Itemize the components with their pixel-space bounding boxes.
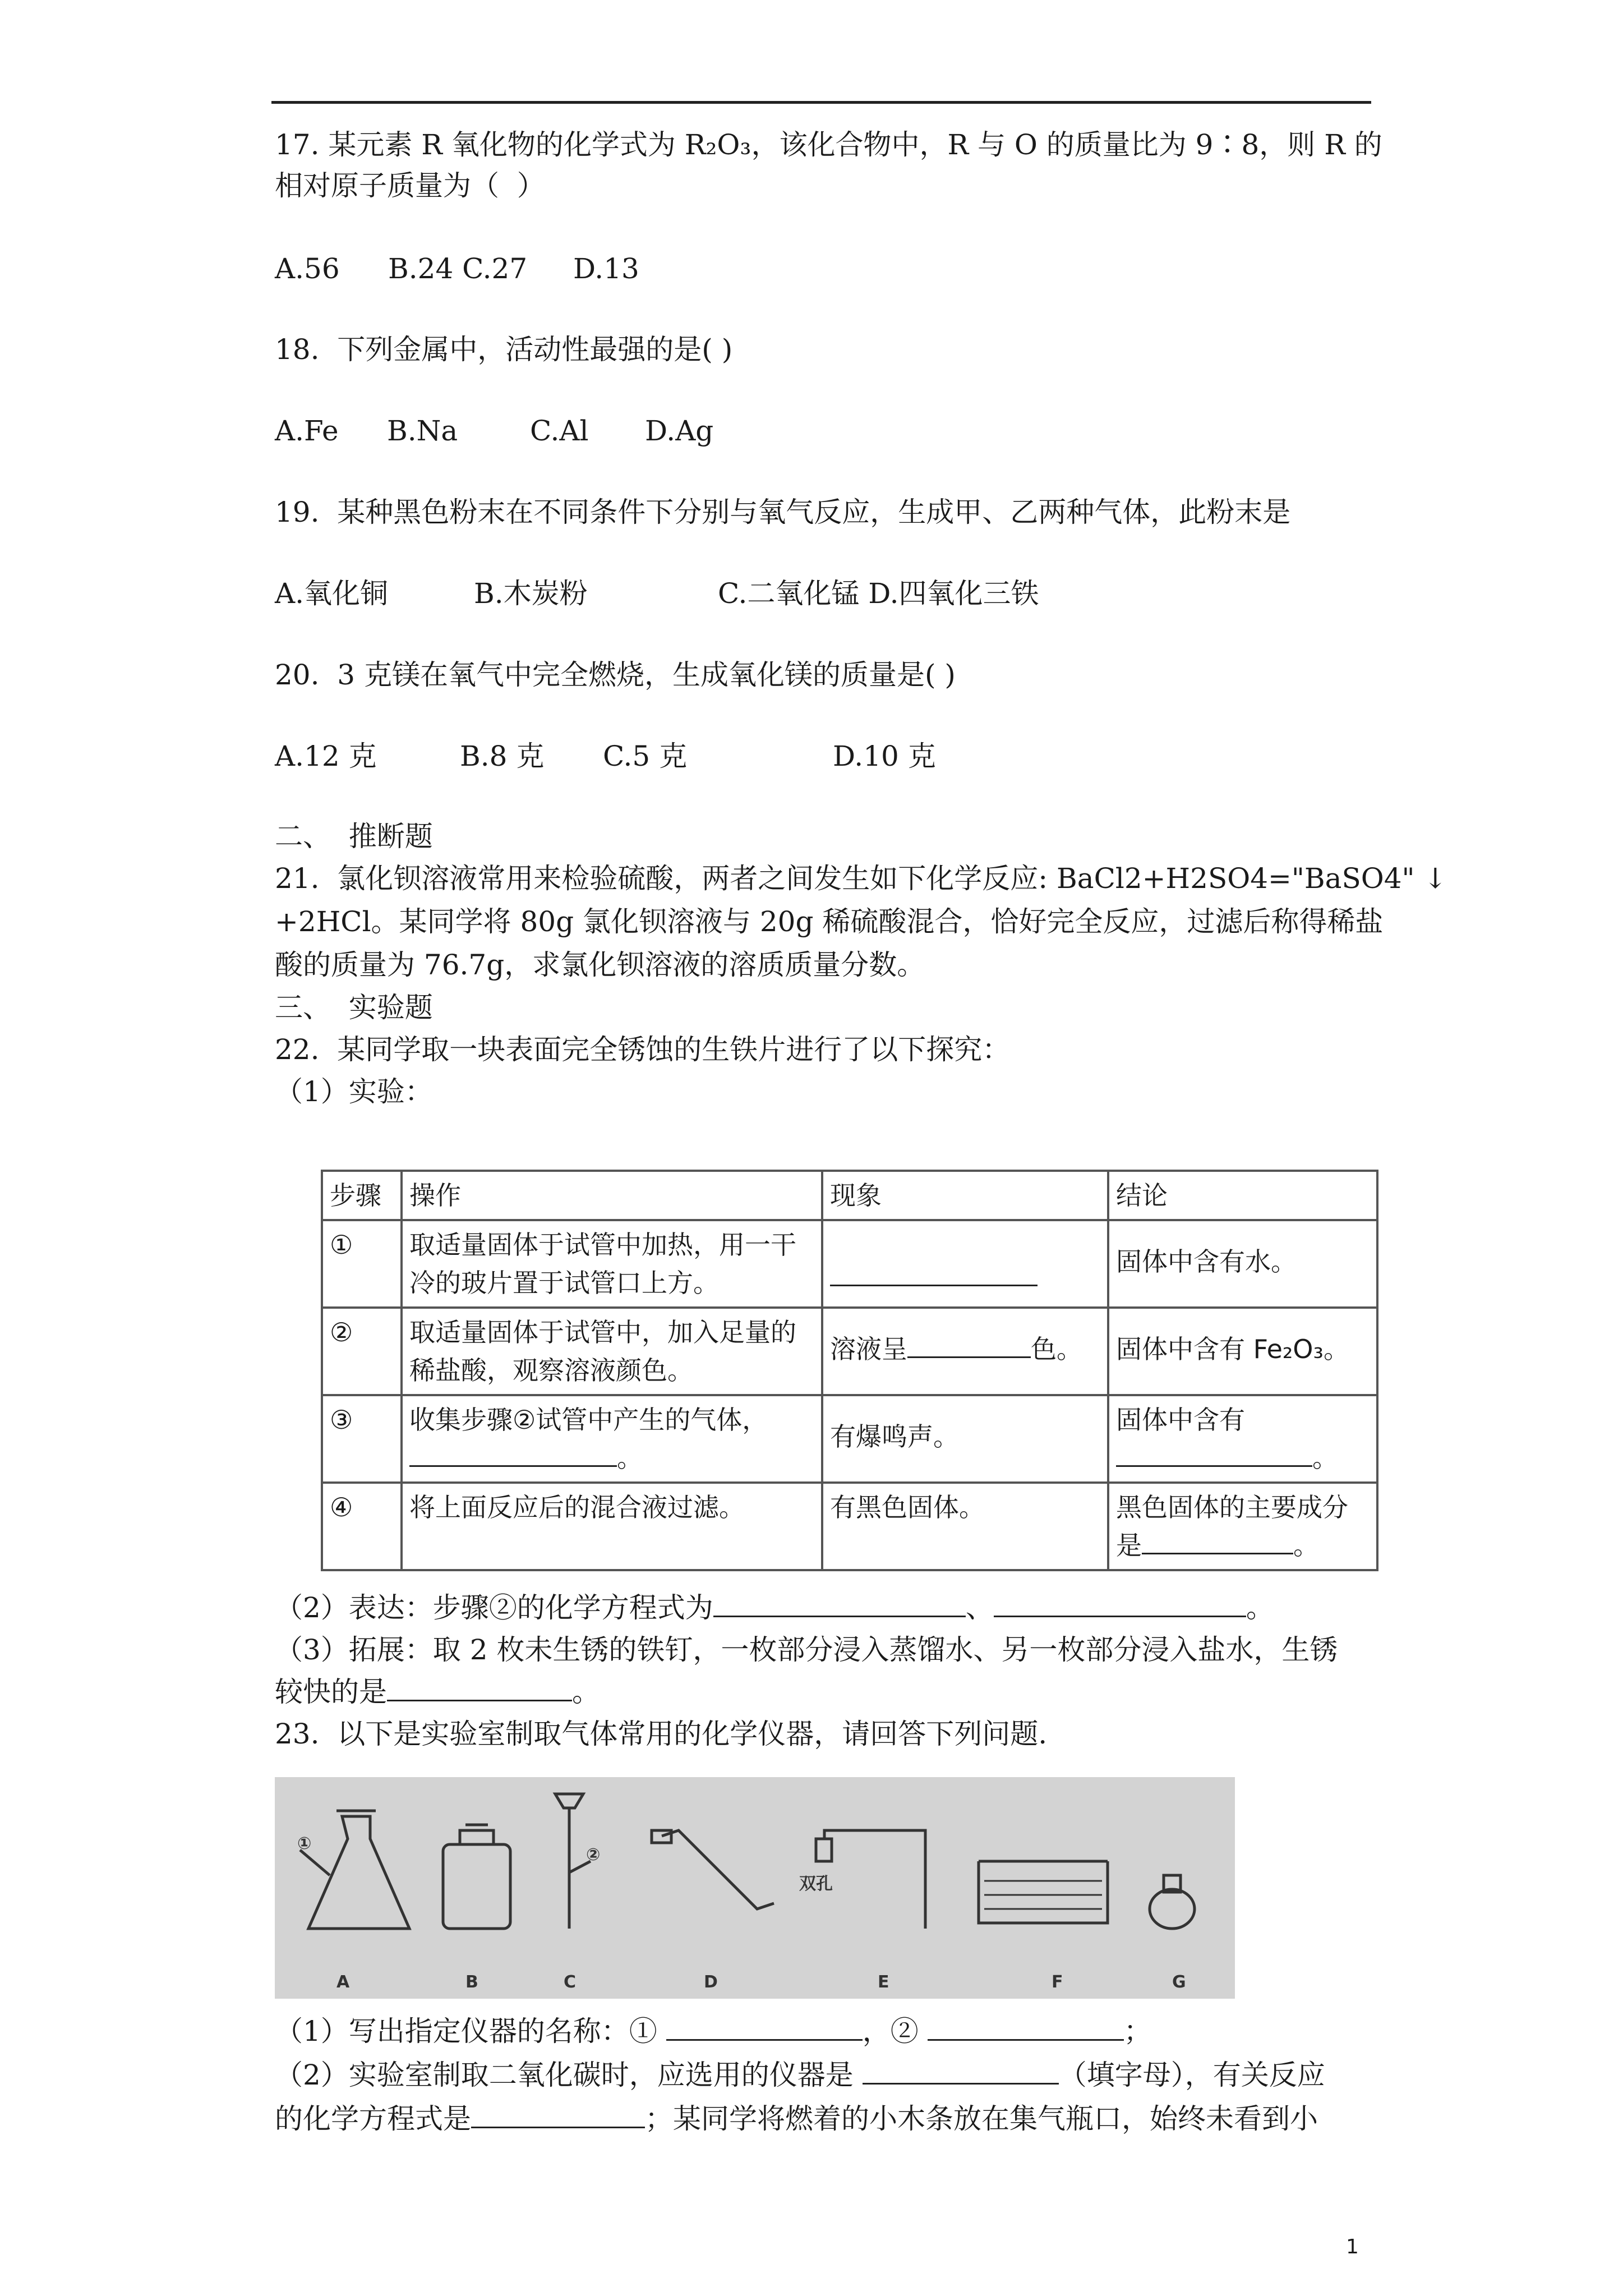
q23-sub2-line1: （2）实验室制取二氧化碳时，应选用的仪器是 （填字母），有关反应	[275, 2059, 1325, 2091]
experiment-table	[321, 1170, 1378, 1571]
step-number: ③	[322, 1395, 402, 1483]
q20-option-a: A.12 克	[275, 740, 377, 772]
table-row	[322, 1308, 1377, 1395]
q19-stem: 19. 某种黑色粉末在不同条件下分别与氧气反应，生成甲、乙两种气体，此粉末是	[275, 496, 1291, 528]
conclusion-cell: 固体中含有水。	[1108, 1220, 1377, 1308]
q22-sub3-line1: （3）拓展：取 2 枚未生锈的铁钉，一枚部分浸入蒸馏水、另一枚部分浸入盐水，生锈	[275, 1634, 1338, 1666]
figure-label-f: F	[1052, 1972, 1063, 1992]
answer-blank	[387, 1675, 572, 1701]
q23-sub1: （1）写出指定仪器的名称：① ，② ；	[275, 2015, 1152, 2047]
q19-option-cd: C.二氧化锰 D.四氧化三铁	[718, 577, 1039, 610]
q21-line2: +2HCl。某同学将 80g 氯化钡溶液与 20g 稀硫酸混合，恰好完全反应，过滤后称得稀盐	[275, 905, 1384, 938]
answer-blank	[928, 2014, 1124, 2041]
q19-option-a: A.氧化铜	[275, 577, 389, 610]
q17-option-a: A.56	[275, 252, 340, 285]
figure-label-c: C	[564, 1972, 577, 1992]
q22-stem: 22. 某同学取一块表面完全锈蚀的生铁片进行了以下探究：	[275, 1033, 1011, 1066]
answer-blank	[409, 1441, 617, 1467]
figure-label-e: E	[878, 1972, 889, 1992]
phenomenon-cell	[822, 1220, 1108, 1308]
step-number: ②	[322, 1308, 402, 1395]
marker-2-label: ②	[586, 1845, 601, 1865]
q23-stem: 23. 以下是实验室制取气体常用的化学仪器，请回答下列问题.	[275, 1718, 1048, 1750]
figure-label-b: B	[465, 1972, 478, 1992]
section-heading-experiment: 三、 实验题	[275, 991, 433, 1024]
q20-option-b: B.8 克	[460, 740, 545, 772]
figure-label-g: G	[1172, 1972, 1186, 1992]
operation-cell: 取适量固体于试管中加热，用一干 冷的玻片置于试管口上方。	[402, 1220, 822, 1308]
answer-blank	[713, 1591, 966, 1617]
q17-option-bc: B.24 C.27	[388, 252, 528, 285]
q21-line1: 21. 氯化钡溶液常用来检验硫酸，两者之间发生如下化学反应: BaCl2+H2SO4="BaSO4" ↓	[275, 862, 1447, 895]
q18-option-b: B.Na	[387, 415, 458, 447]
long-neck-funnel-icon	[555, 1794, 583, 1808]
table-header-conclusion: 结论	[1108, 1171, 1377, 1220]
q22-sub2: （2）表达：步骤②的化学方程式为 、 。	[275, 1591, 1274, 1624]
phenomenon-cell: 有黑色固体。	[822, 1483, 1108, 1570]
operation-cell: 取适量固体于试管中，加入足量的 稀盐酸，观察溶液颜色。	[402, 1308, 822, 1395]
answer-blank	[1142, 1528, 1293, 1554]
q20-stem: 20. 3 克镁在氧气中完全燃烧，生成氧化镁的质量是( )	[275, 659, 956, 691]
lab-apparatus-figure	[275, 1777, 1235, 1999]
answer-blank	[666, 2014, 863, 2041]
section-heading-inference: 二、 推断题	[275, 820, 433, 853]
table-header-phenomenon: 现象	[822, 1171, 1108, 1220]
table-header-operation: 操作	[402, 1171, 822, 1220]
conclusion-cell: 固体中含有 Fe₂O₃。	[1108, 1308, 1377, 1395]
q23-sub2-line2: 的化学方程式是 ；某同学将燃着的小木条放在集气瓶口，始终未看到小	[275, 2102, 1318, 2135]
q18-option-c: C.Al	[530, 415, 589, 447]
q17-option-d: D.13	[573, 252, 639, 285]
stopper-icon	[816, 1839, 832, 1861]
table-header-step: 步骤	[322, 1171, 402, 1220]
answer-blank	[1116, 1441, 1312, 1467]
bent-tube-icon	[662, 1830, 774, 1909]
q20-option-d: D.10 克	[833, 740, 936, 772]
operation-cell: 将上面反应后的混合液过滤。	[402, 1483, 822, 1570]
q18-option-a: A.Fe	[275, 415, 339, 447]
q18-stem: 18. 下列金属中，活动性最强的是( )	[275, 333, 733, 366]
table-row	[322, 1483, 1377, 1570]
answer-blank	[471, 2102, 645, 2128]
figure-label-a: A	[336, 1972, 350, 1992]
conical-flask-icon	[308, 1816, 409, 1929]
answer-blank	[863, 2058, 1059, 2085]
phenomenon-cell: 有爆鸣声。	[822, 1395, 1108, 1483]
water-trough-icon	[979, 1861, 1108, 1923]
two-hole-label: 双孔	[799, 1874, 833, 1894]
answer-blank	[830, 1260, 1038, 1286]
gas-jar-icon	[443, 1844, 510, 1929]
marker-1-label: ①	[297, 1834, 312, 1853]
figure-label-d: D	[704, 1972, 718, 1992]
operation-cell: 收集步骤②试管中产生的气体， 。	[402, 1395, 822, 1483]
q18-option-d: D.Ag	[645, 415, 714, 447]
q19-option-b: B.木炭粉	[474, 577, 588, 610]
page-number: 1	[1346, 2235, 1359, 2258]
header-rule	[271, 101, 1371, 104]
step-number: ①	[322, 1220, 402, 1308]
q22-sub3-line2: 较快的是 。	[275, 1676, 600, 1708]
conclusion-cell: 黑色固体的主要成分 是 。	[1108, 1483, 1377, 1570]
q20-option-c: C.5 克	[603, 740, 688, 772]
alcohol-lamp-icon	[1150, 1889, 1195, 1929]
q17-stem-line2: 相对原子质量为（ ）	[275, 169, 545, 202]
answer-blank	[994, 1591, 1246, 1617]
table-row	[322, 1220, 1377, 1308]
q17-stem-line1: 17. 某元素 R 氧化物的化学式为 R₂O₃，该化合物中，R 与 O 的质量比为 9∶8，则 R 的	[275, 128, 1382, 161]
q21-line3: 酸的质量为 76.7g，求氯化钡溶液的溶质质量分数。	[275, 949, 925, 981]
table-row	[322, 1395, 1377, 1483]
q22-sub1: （1）实验：	[275, 1075, 433, 1108]
step-number: ④	[322, 1483, 402, 1570]
answer-blank	[907, 1332, 1031, 1358]
conclusion-cell: 固体中含有 。	[1108, 1395, 1377, 1483]
phenomenon-cell: 溶液呈 色。	[822, 1308, 1108, 1395]
